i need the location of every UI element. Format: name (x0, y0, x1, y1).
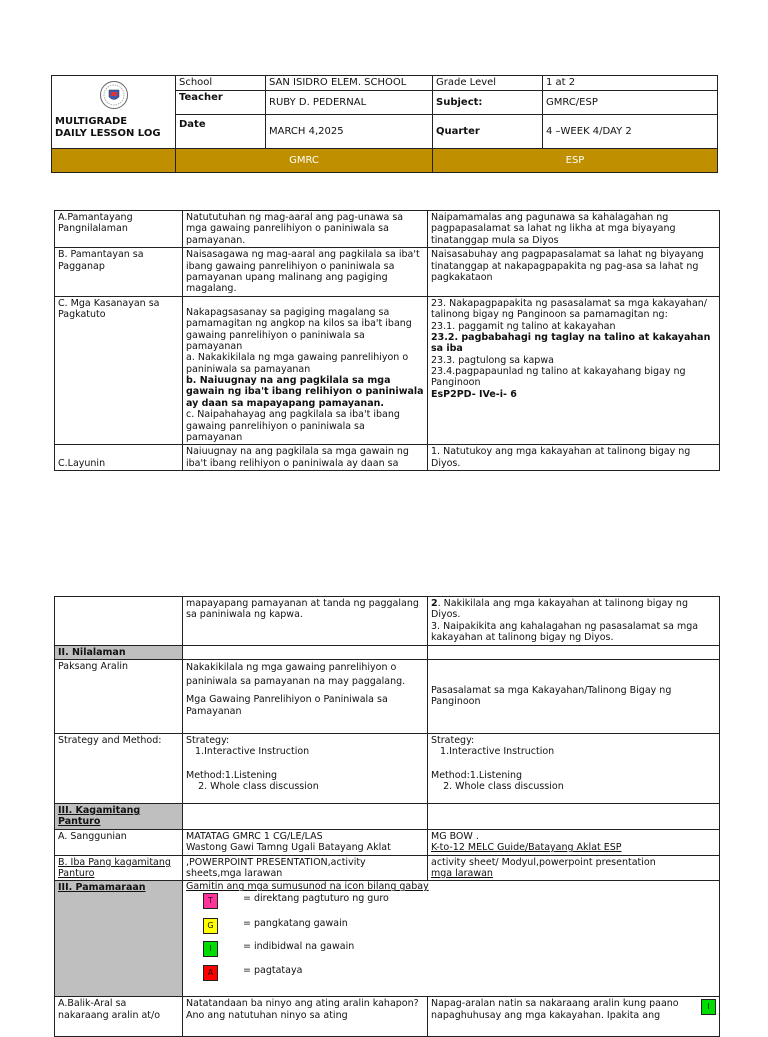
strategy-title: Strategy: (186, 734, 230, 746)
title-line1: MULTIGRADE (55, 116, 128, 127)
gmrc-cell (183, 296, 428, 445)
individual-icon: I (203, 941, 218, 957)
legend-item-g (203, 918, 348, 934)
deped-seal-icon (99, 80, 129, 110)
legend-title: Gamitin ang mga sumusunod na icon bilang gabay (186, 881, 429, 893)
iba-esp-1: activity sheet/ Modyul,powerpoint presentation (431, 856, 656, 868)
esp-skill-234: 23.4.pagpapaunlad ng talino at kakayahang bigay ng Panginoon (431, 366, 686, 389)
band-esp: ESP (433, 149, 718, 173)
row-label: C.Layunin (55, 445, 183, 471)
quarter-label: Quarter (433, 115, 543, 149)
esp-cell (428, 997, 720, 1037)
section-nilalaman: II. Nilalaman (55, 645, 183, 659)
legend-label: = direktang pagtuturo ng guro (243, 893, 389, 905)
grade-label: Grade Level (433, 76, 543, 91)
method-2: 2. Whole class discussion (186, 781, 319, 793)
method-1: Method:1.Listening (186, 769, 278, 781)
teacher-value: RUBY D. PEDERNAL (266, 91, 433, 115)
iba-esp-2: mga larawan (431, 867, 493, 879)
gmrc-cell: Natatandaan ba ninyo ang ating aralin kahapon? Ano ang natutuhan ninyo sa ating (183, 997, 428, 1037)
gmrc-cell (183, 733, 428, 803)
gmrc-skill-intro: Nakapagsasanay sa pagiging magalang sa pamamagitan ng angkop na kilos sa iba't ibang gawaing panrelihiyon o paniniwala sa pamayanan (186, 306, 412, 352)
legend-label: = pagtataya (243, 965, 303, 977)
method-1: Method:1.Listening (431, 769, 523, 781)
esp-cell (428, 597, 720, 646)
esp-skill-232: 23.2. pagbabahagi ng taglay na talino at kakayahan sa iba (431, 331, 711, 355)
paksa-gmrc-1: Nakakikilala ng mga gawaing panrelihiyon o paniniwala sa pamayanan na may paggalang. (186, 661, 406, 687)
gmrc-cell: Naisasagawa ng mag-aaral ang pagkilala sa iba't ibang gawaing panrelihiyon o paniniwala sa pamayanan upang malinang ang pagiging magalang. (183, 248, 428, 297)
esp-skill-23: 23. Nakapagpapakita ng pasasalamat sa mga kakayahan/ talinong bigay ng Panginoon sa pamamagitan ng: (431, 297, 707, 321)
lesson-table-1 (54, 210, 720, 471)
gmrc-cell (183, 659, 428, 733)
section-pamamaraan: III. Pamamaraan (55, 881, 183, 997)
balik-esp-text: Napag-aralan natin sa nakaraang aralin kung paano napaghuhusay ang mga kakayahan. Ipakita ang (431, 998, 679, 1021)
lesson-table-2 (54, 596, 720, 1037)
row-label: Paksang Aralin (55, 659, 183, 733)
gmrc-skill-b: b. Naiuugnay na ang pagkilala sa mga gawain ng iba't ibang relihiyon o paniniwala ay daan sa mapayapang pamayanan. (186, 375, 424, 409)
sanggunian-esp-1: MG BOW . (431, 830, 479, 842)
sanggunian-gmrc-2: Wastong Gawi Tamng Ugali Batayang Aklat (186, 842, 391, 854)
paksa-gmrc-2: Mga Gawaing Panrelihiyon o Paniniwala sa Pamayanan (186, 694, 388, 717)
row-label: A.Pamantayang Pangnilalaman (55, 211, 183, 248)
quarter-value: 4 –WEEK 4/DAY 2 (543, 115, 718, 149)
legend-cell (183, 881, 720, 997)
row-label: A.Balik-Aral sa nakaraang aralin at/o (55, 997, 183, 1037)
row-label: C. Mga Kasanayan sa Pagkatuto (55, 296, 183, 445)
gmrc-cell (183, 829, 428, 855)
subject-label: Subject: (433, 91, 543, 115)
esp-cell: Pasasalamat sa mga Kakayahan/Talinong Bigay ng Panginoon (428, 659, 720, 733)
individual-icon: I (701, 999, 716, 1015)
gmrc-skill-a: a. Nakakikilala ng mga gawaing panrelihiyon o paniniwala sa pamayanan (186, 352, 409, 375)
sanggunian-gmrc-1: MATATAG GMRC 1 CG/LE/LAS (186, 830, 323, 842)
assessment-icon: A (203, 965, 218, 981)
gmrc-cell (183, 645, 428, 659)
esp-cell: 1. Natutukoy ang mga kakayahan at talinong bigay ng Diyos. (428, 445, 720, 471)
date-label: Date (176, 115, 266, 149)
row-label: A. Sanggunian (55, 829, 183, 855)
esp-cell (428, 296, 720, 445)
esp-cell (428, 645, 720, 659)
grade-value: 1 at 2 (543, 76, 718, 91)
header-table (51, 75, 718, 173)
row-label: Strategy and Method: (55, 733, 183, 803)
legend-item-a (203, 965, 303, 981)
school-value: SAN ISIDRO ELEM. SCHOOL (266, 76, 433, 91)
strategy-item: 1.Interactive Instruction (186, 746, 310, 758)
group-icon: G (203, 918, 218, 934)
gmrc-cell: Natututuhan ng mag-aaral ang pag-unawa sa mga gawaing panrelihiyon o paniniwala sa pamayanan. (183, 211, 428, 248)
row-label: B. Iba Pang kagamitang Panturo (55, 855, 183, 881)
gmrc-skill-c: c. Naipahahayag ang pagkilala sa iba't ibang gawaing panrelihiyon o paniniwala sa pamayanan (186, 409, 400, 444)
band-blank (52, 149, 176, 173)
esp-skill-231: 23.1. paggamit ng talino at kakayahan (431, 320, 616, 332)
esp-cell (428, 733, 720, 803)
esp-item-number: 2 (431, 598, 438, 609)
school-title-cell (52, 76, 176, 149)
esp-cell (428, 855, 720, 881)
date-value: MARCH 4,2025 (266, 115, 433, 149)
gmrc-cell: mapayapang pamayanan at tanda ng paggalang sa paniniwala ng kapwa. (183, 597, 428, 646)
gmrc-cell: ,POWERPOINT PRESENTATION,activity sheets,mga larawan (183, 855, 428, 881)
school-label: School (176, 76, 266, 91)
subject-value: GMRC/ESP (543, 91, 718, 115)
esp-skill-233: 23.3. pagtulong sa kapwa (431, 354, 554, 366)
esp-item-2: . Nakikilala ang mga kakayahan at talinong bigay ng Diyos. (431, 598, 688, 621)
strategy-title: Strategy: (431, 734, 475, 746)
row-label: B. Pamantayan sa Pagganap (55, 248, 183, 297)
teacher-icon: T (203, 893, 218, 909)
method-2: 2. Whole class discussion (431, 781, 564, 793)
band-gmrc: GMRC (176, 149, 433, 173)
esp-item-3: 3. Naipakikita ang kahalagahan ng pasasalamat sa mga kakayahan at talinong bigay ng Diyos. (431, 620, 699, 644)
esp-cell: Naipamamalas ang pagunawa sa kahalagahan ng pagpapasalamat sa lahat ng likha at mga biyayang tinatanggap mula sa Diyos (428, 211, 720, 248)
esp-cell: Naisasabuhay ang pagpapasalamat sa lahat ng biyayang tinatanggap at nakapagpapakita ng pag-asa sa lahat ng pagkakataon (428, 248, 720, 297)
legend-label: = pangkatang gawain (243, 918, 348, 930)
section-kagamitan: III. Kagamitang Panturo (55, 803, 183, 829)
esp-cell (428, 829, 720, 855)
esp-cell (428, 803, 720, 829)
strategy-item: 1.Interactive Instruction (431, 746, 555, 758)
gmrc-cell: Naiuugnay na ang pagkilala sa mga gawain ng iba't ibang relihiyon o paniniwala ay daan sa (183, 445, 428, 471)
sanggunian-esp-2: K-to-12 MELC Guide/Batayang Aklat ESP (431, 842, 622, 854)
esp-code: EsP2PD- IVe-i- 6 (431, 388, 517, 400)
row-label (55, 597, 183, 646)
legend-item-t (203, 893, 389, 909)
legend-item-i (203, 941, 355, 957)
teacher-label: Teacher (176, 91, 266, 115)
title-line2: DAILY LESSON LOG (55, 128, 161, 139)
gmrc-cell (183, 803, 428, 829)
legend-label: = indibidwal na gawain (243, 941, 355, 953)
